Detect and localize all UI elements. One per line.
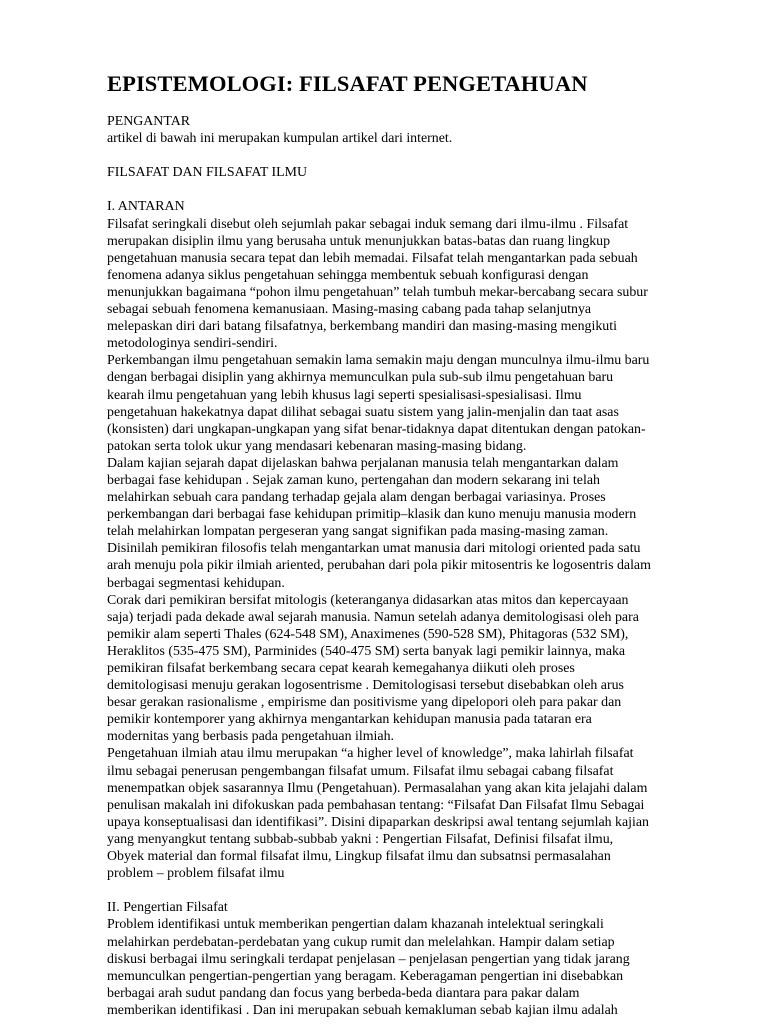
text-line: yang menyangkut tentang subbab-subbab yakni : Pengertian Filsafat, Definisi filsafat ilmu, [107,831,614,847]
text-line: menempatkan objek sasarannya Ilmu (Pengetahuan). Permasalahan yang akan kita jelajahi dalam [107,780,648,796]
text-line: diskusi berbagai ilmu seringkali terdapat penjelasan – penjelasan pengertian yang tidak jarang [107,951,630,967]
text-line: ilmu sebagai penerusan pengembangan filsafat umum. Filsafat ilmu sebagai cabang filsafat [107,763,614,779]
text-line: Corak dari pemikiran bersifat mitologis (keteranganya didasarkan atas mitos dan kepercayaan [107,592,629,608]
text-line: melepaskan diri dari batang filsafatnya, berkembang mandiri dan masing-masing mengikuti [107,319,617,335]
text-line: berbagai fase kehidupan . Sejak zaman kuno, pertengahan dan modern sekarang ini telah [107,472,600,488]
text-line: Filsafat seringkali disebut oleh sejumlah pakar sebagai induk semang dari ilmu-ilmu . Filsafat [107,216,629,232]
paragraph-spacer [107,147,707,164]
text-line: FILSAFAT DAN FILSAFAT ILMU [107,165,308,181]
text-line: Obyek material dan formal filsafat ilmu, Lingkup filsafat ilmu dan subsatnsi permasalahan [107,849,611,865]
text-line: berbagai arah sudut pandang dan focus yang berbeda-beda diantara para pakar dalam [107,985,580,1001]
text-line: Perkembangan ilmu pengetahuan semakin lama semakin maju dengan munculnya ilmu-ilmu baru [107,353,650,369]
text-line: saja) terjadi pada dekade awal sejarah manusia. Namun setelah adanya demitologisasi oleh para [107,609,639,625]
text-line: perkembangan dari berbagai fase kehidupan primitip–klasik dan kuno menuju manusia modern [107,507,637,523]
text-line: modernitas yang berbasis pada pengetahuan ilmiah. [107,729,394,745]
text-line: upaya konseptualisasi dan identifikasi”. Disini dipaparkan deskripsi awal tentang sejumlah kajian [107,814,649,830]
text-line: metodologinya sendiri-sendiri. [107,336,278,352]
text-line: penulisan makalah ini difokuskan pada pembahasan tentang: “Filsafat Dan Filsafat Ilmu Sebagai [107,797,645,813]
text-line: kearah ilmu pengetahuan yang lebih khusus lagi seperti spesialisasi-spesialisasi. Ilmu [107,387,582,403]
text-line: menunjukkan bagaimana “pohon ilmu pengetahuan” telah tumbuh mekar-bercabang secara subur [107,284,648,300]
text-line: arah menuju pola pikir ilmiah ariented, perubahan dari pola pikir mitosentris ke logosentris dalam [107,558,651,574]
text-line: melahirkan perdebatan-perdebatan yang cukup rumit dan melelahkan. Hampir dalam setiap [107,934,615,950]
text-line: Disinilah pemikiran filosofis telah mengantarkan umat manusia dari mitologi oriented pada satu [107,541,641,557]
text-line: pemikir kontemporer yang akhirnya mengantarkan kehidupan manusia pada tataran era [107,712,592,728]
text-line: sebagai sebuah fenomena kemanusiaan. Masing-masing cabang pada tahap selanjutnya [107,302,592,318]
text-line: fenomena adanya siklus pengetahuan sehingga membentuk sebuah konfigurasi dengan [107,267,589,283]
text-line: berbagai segmentasi kehidupan. [107,575,285,591]
text-line: dengan berbagai disiplin yang akhirnya memunculkan pula sub-sub ilmu pengetahuan baru [107,370,614,386]
text-line: pengetahuan manusia secara tepat dan lebih memadai. Filsafat telah mengantarkan pada sebuah [107,250,638,266]
text-line: pemikir alam seperti Thales (624-548 SM), Anaximenes (590-528 SM), Phitagoras (532 SM), [107,626,629,642]
text-line: problem – problem filsafat ilmu [107,866,285,882]
paragraph-spacer [107,882,707,899]
text-line: PENGANTAR [107,114,191,129]
text-line: demitologisasi menuju gerakan logosentrisme . Demitologisasi tersebut disebabkan oleh arus [107,678,624,694]
document-title: EPISTEMOLOGI: FILSAFAT PENGETAHUAN [107,71,588,96]
text-line: artikel di bawah ini merupakan kumpulan artikel dari internet. [107,131,453,147]
text-line: besar gerakan rasionalisme , empirisme dan positivisme yang dipelopori oleh para pakar dan [107,695,622,711]
text-line: Problem identifikasi untuk memberikan pengertian dalam khazanah intelektual seringkali [107,917,604,933]
document-body [107,113,707,1019]
text-line: melahirkan sebuah cara pandang terhadap gejala alam dengan berbagai variasinya. Proses [107,490,606,506]
text-line: memberikan identifikasi . Dan ini merupakan sebuah kemakluman sebab kajian ilmu adalah [107,1002,618,1018]
text-line: memunculkan pengertian-pengertian yang beragam. Keberagaman pengertian ini disebabkan [107,968,624,984]
text-line: patokan serta tolok ukur yang mendasari kebenaran masing-masing bidang. [107,438,527,454]
text-line: I. ANTARAN [107,199,185,215]
text-line: merupakan disiplin ilmu yang berusaha untuk menunjukkan batas-batas dan ruang lingkup [107,233,611,249]
text-line: Dalam kajian sejarah dapat dijelaskan bahwa perjalanan manusia telah mengantarkan dalam [107,455,619,471]
text-line: pemikiran filsafat berkembang secara cepat kearah kemegahanya diikuti oleh proses [107,661,575,676]
text-line: pengetahuan hakekatnya dapat dilihat sebagai suatu sistem yang jalin-menjalin dan taat asas [107,404,619,420]
text-line: II. Pengertian Filsafat [107,900,228,916]
text-line: (konsisten) dari ungkapan-ungkapan yang sifat benar-tidaknya dapat ditentukan dengan patokan- [107,421,646,437]
paragraph-spacer [107,181,707,198]
text-line: telah melahirkan lompatan pergeseran yang sangat signifikan pada masing-masing zaman. [107,524,609,540]
text-line: Pengetahuan ilmiah atau ilmu merupakan “a higher level of knowledge”, maka lahirlah filsafat [107,746,634,762]
text-line: Heraklitos (535-475 SM), Parminides (540-475 SM) serta banyak lagi pemikir lainnya, maka [107,643,626,659]
